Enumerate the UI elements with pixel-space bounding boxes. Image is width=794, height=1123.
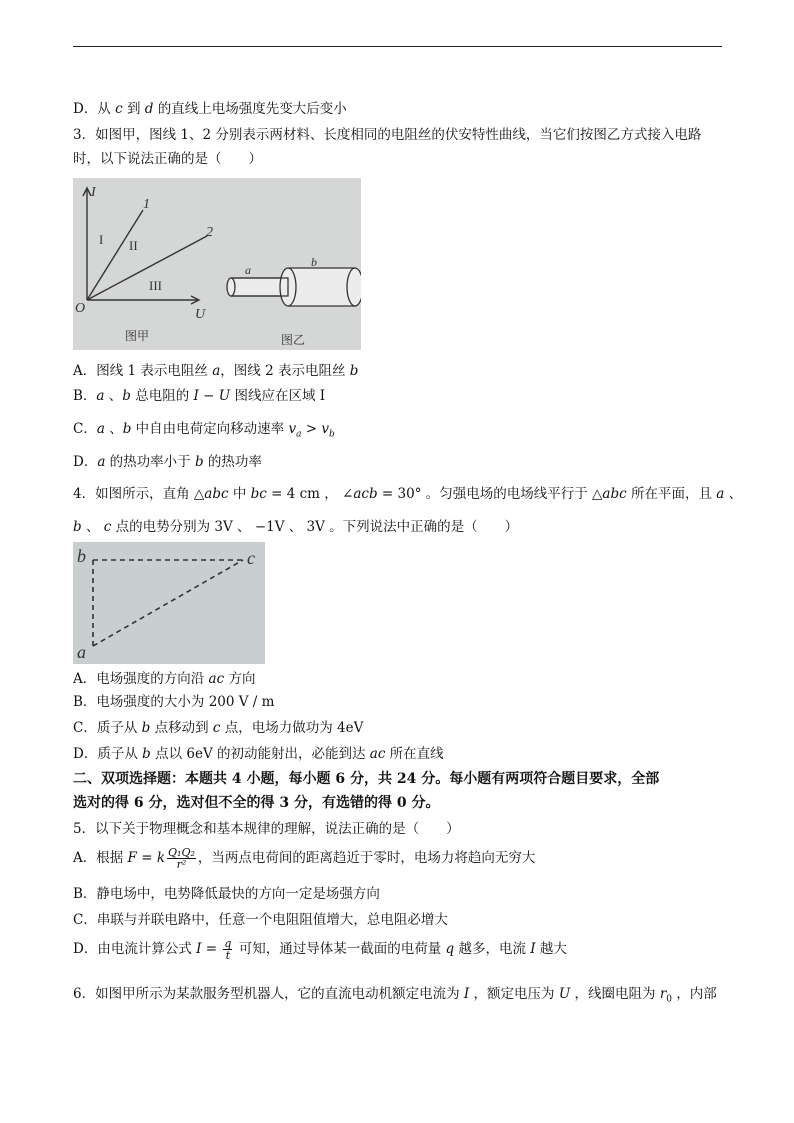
q3-figure <box>73 178 361 350</box>
q4-option-d: D．质子从 b 点以 6eV 的初动能射出，必能到达 ac 所在直线 <box>73 746 444 762</box>
fig3-region3: III <box>149 278 162 293</box>
fig3-axis-u: U <box>195 307 206 322</box>
q3-stem-line2: 时，以下说法正确的是（ ） <box>73 151 262 167</box>
q4-figure <box>73 542 265 664</box>
fig3-axis-i: I <box>91 185 96 200</box>
fig4-point-b: b <box>77 546 86 566</box>
fig3-wire-b-label: b <box>311 255 317 269</box>
fig4-point-c: c <box>247 548 255 568</box>
q5-option-d: D．由电流计算公式 I = $\frac{q}{t}$ 可知，通过导体某一截面的电荷量 q 越多，电流 I 越大 <box>73 937 567 962</box>
q5-stem: 5．以下关于物理概念和基本规律的理解，说法正确的是（ ） <box>73 821 460 837</box>
fig3-caption-jia: 图甲 <box>125 329 150 343</box>
q5-option-b: B．静电场中，电势降低最快的方向一定是场强方向 <box>73 886 380 902</box>
fig3-wire-a-label: a <box>245 263 251 277</box>
q3-option-c: C．a 、b 中自由电荷定向移动速率 $v_a > v_b$ <box>73 421 335 440</box>
q4-stem-line1: 4．如图所示，直角 △abc 中 bc = 4 cm ， ∠acb = 30° 。匀强电场的电场线平行于 △abc 所在平面，且 a 、 <box>73 486 743 502</box>
fig3-line1-label: 1 <box>143 197 150 212</box>
fig3-caption-yi: 图乙 <box>281 333 306 347</box>
header-rule <box>73 46 722 47</box>
q4-stem-line2: b 、 c 点的电势分别为 3V 、 −1V 、 3V 。下列说法中正确的是（ ） <box>73 519 519 535</box>
fig4-point-a: a <box>77 642 86 662</box>
fig3-origin: O <box>75 301 86 316</box>
fig3-line2-label: 2 <box>206 225 213 240</box>
q5-option-a: A．根据 F = k $\frac{\text{Q₁Q₂}}{\text{r²}}$ ，当两点电荷间的距离趋近于零时，电场力将趋向无穷大 <box>73 846 536 871</box>
q3-stem-line1: 3．如图甲，图线 1、2 分别表示两材料、长度相同的电阻丝的伏安特性曲线，当它们按图乙方式接入电路 <box>73 127 702 143</box>
q3-option-b: B．a 、b 总电阻的 I − U 图线应在区域 I <box>73 388 326 404</box>
fig3-region2: II <box>129 238 138 253</box>
fig3-region1: I <box>99 232 104 247</box>
q3-option-a: A．图线 1 表示电阻丝 a，图线 2 表示电阻丝 b <box>73 363 359 379</box>
q6-stem: 6．如图甲所示为某款服务型机器人，它的直流电动机额定电流为 I ，额定电压为 U ，线圈电阻为 $r_0$ ，内部 <box>73 986 717 1005</box>
q4-option-c: C．质子从 b 点移动到 c 点，电场力做功为 4eV <box>73 720 364 736</box>
q5-option-c: C．串联与并联电路中，任意一个电阻阻值增大，总电阻必增大 <box>73 912 448 928</box>
section2-heading-line1: 二、双项选择题：本题共 4 小题，每小题 6 分，共 24 分。每小题有两项符合题目要求，全部 <box>73 771 660 787</box>
q2-option-d: D．从 c 到 d 的直线上电场强度先变大后变小 <box>73 101 347 117</box>
q4-option-b: B．电场强度的大小为 200 V / m <box>73 694 275 710</box>
q3-option-d: D．a 的热功率小于 b 的热功率 <box>73 454 262 470</box>
q4-option-a: A．电场强度的方向沿 ac 方向 <box>73 671 256 687</box>
section2-heading-line2: 选对的得 6 分，选对但不全的得 3 分，有选错的得 0 分。 <box>73 795 440 811</box>
